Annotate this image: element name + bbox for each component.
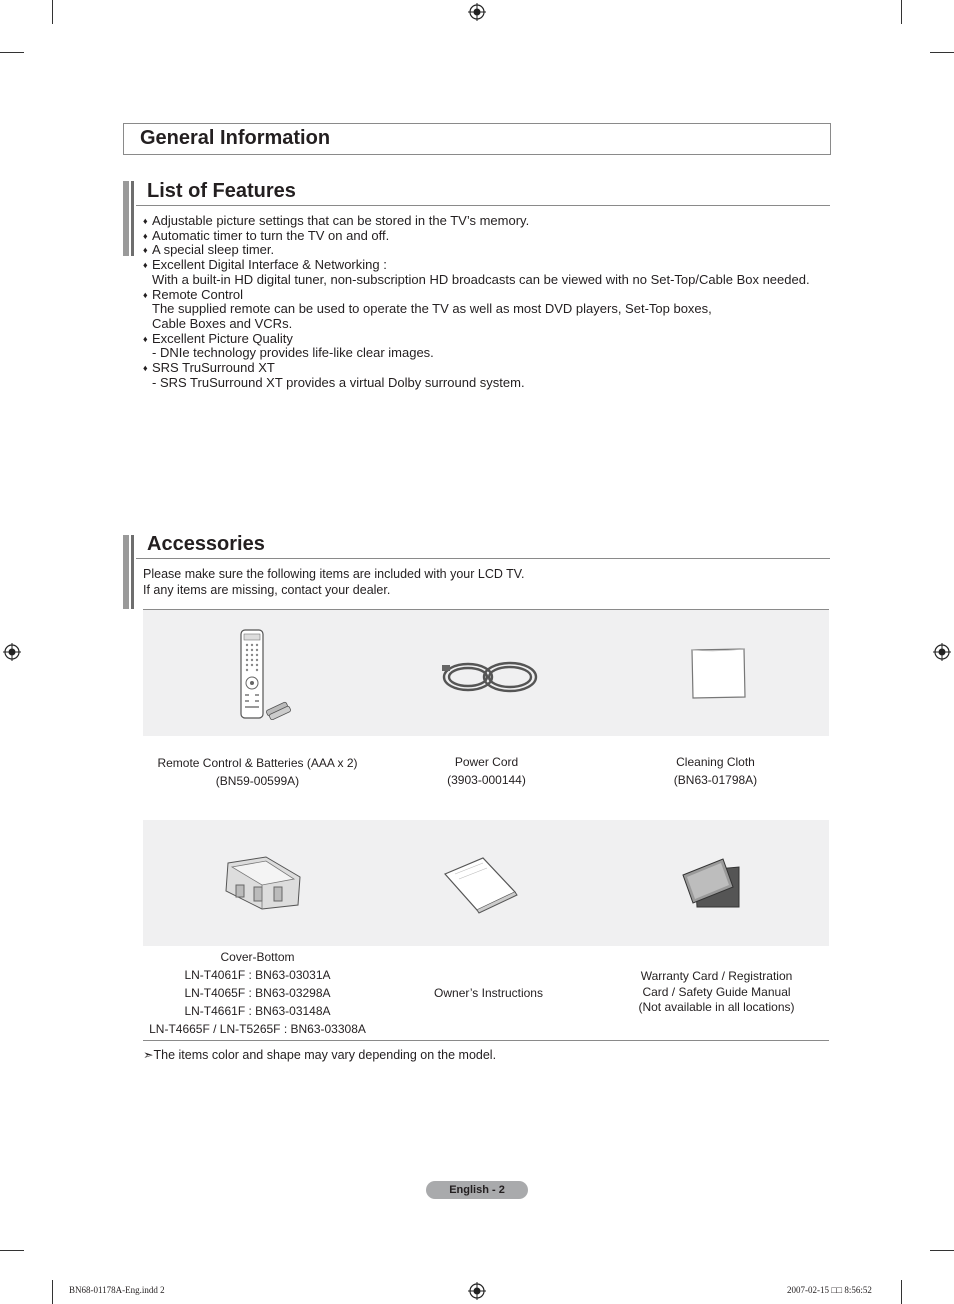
section-accent-bar: [123, 535, 129, 609]
bullet-icon: ♦: [143, 245, 148, 256]
crop-mark: [901, 0, 902, 24]
section-title-features: List of Features: [147, 180, 296, 202]
power-cord-icon: [440, 657, 540, 697]
accessory-caption-owners-instructions: Owner’s Instructions: [434, 986, 543, 1000]
owners-manual-icon: [443, 856, 519, 914]
crop-mark: [901, 1280, 902, 1304]
table-bottom-rule: [143, 1040, 829, 1041]
accessory-caption-remote: Remote Control & Batteries (AAA x 2) (BN59-00599A): [157, 756, 358, 788]
bullet-icon: ♦: [143, 230, 148, 241]
feature-item: ♦ Excellent Digital Interface & Networking :: [143, 257, 387, 273]
bullet-icon: ♦: [143, 216, 148, 226]
accessories-note: ➣The items color and shape may vary depending on the model.: [143, 1048, 497, 1062]
crop-mark: [930, 52, 954, 53]
feature-item: ♦ SRS TruSurround XT: [143, 360, 275, 376]
feature-item: ♦ Remote Control: [143, 286, 244, 302]
section-rule: [136, 558, 830, 559]
accessories-intro-line: Please make sure the following items are included with your LCD TV.: [143, 567, 525, 581]
feature-detail: Cable Boxes and VCRs.: [152, 315, 293, 331]
feature-item: ♦ Automatic timer to turn the TV on and off.: [143, 227, 390, 243]
accessory-caption-power-cord: Power Cord (3903-000144): [447, 755, 526, 787]
warranty-card-icon: [681, 857, 743, 909]
crop-mark: [0, 1250, 24, 1251]
page-number-badge: English - 2: [426, 1181, 528, 1199]
feature-list: [143, 214, 810, 390]
feature-detail: - DNIe technology provides life-like clear images.: [152, 345, 434, 361]
accessories-intro-line: If any items are missing, contact your dealer.: [143, 583, 391, 597]
feature-item: ♦ Adjustable picture settings that can be stored in the TV’s memory.: [143, 213, 530, 228]
section-rule: [136, 205, 830, 206]
bullet-icon: ♦: [143, 363, 148, 374]
section-accent-bar: [123, 181, 129, 256]
crop-mark: [0, 52, 24, 53]
print-slug-file: BN68-01178A-Eng.indd 2: [69, 1285, 165, 1295]
crop-mark: [930, 1250, 954, 1251]
accessory-caption-cleaning-cloth: Cleaning Cloth (BN63-01798A): [673, 755, 758, 787]
feature-item: ♦ Excellent Picture Quality: [143, 330, 293, 346]
section-accent-bar: [131, 535, 134, 609]
feature-item: ♦ A special sleep timer.: [143, 242, 275, 258]
bullet-icon: ♦: [143, 260, 148, 271]
accessory-caption-cover-bottom: Cover-Bottom LN-T4061F : BN63-03031A LN-T4065F : BN63-03298A LN-T4661F : BN63-03148A LN-T4665F / LN-T5265F : BN63-03308A: [149, 950, 366, 1036]
feature-detail: With a built-in HD digital tuner, non-subscription HD broadcasts can be viewed with no Set-Top/Cable Box needed.: [152, 271, 810, 287]
chapter-title: General Information: [140, 127, 331, 149]
accessory-caption-warranty-card: Warranty Card / Registration Card / Safety Guide Manual (Not available in all locations): [638, 969, 795, 1014]
crop-mark: [52, 1280, 53, 1304]
feature-detail: The supplied remote can be used to operate the TV as well as most DVD players, Set-Top boxes,: [152, 301, 712, 317]
note-arrow-icon: ➣: [143, 1048, 154, 1062]
cleaning-cloth-icon: [688, 646, 748, 702]
registration-mark-icon: [933, 643, 951, 661]
crop-mark: [52, 0, 53, 24]
remote-control-icon: [233, 628, 295, 720]
registration-mark-icon: [468, 3, 486, 21]
bullet-icon: ♦: [143, 289, 148, 300]
section-title-accessories: Accessories: [147, 533, 265, 555]
registration-mark-icon: [468, 1282, 486, 1300]
bullet-icon: ♦: [143, 333, 148, 344]
registration-mark-icon: [3, 643, 21, 661]
section-accent-bar: [131, 181, 134, 256]
feature-detail: - SRS TruSurround XT provides a virtual Dolby surround system.: [152, 374, 525, 390]
cover-bottom-icon: [222, 855, 304, 911]
print-slug-timestamp: 2007-02-15 □□ 8:56:52: [787, 1285, 872, 1295]
